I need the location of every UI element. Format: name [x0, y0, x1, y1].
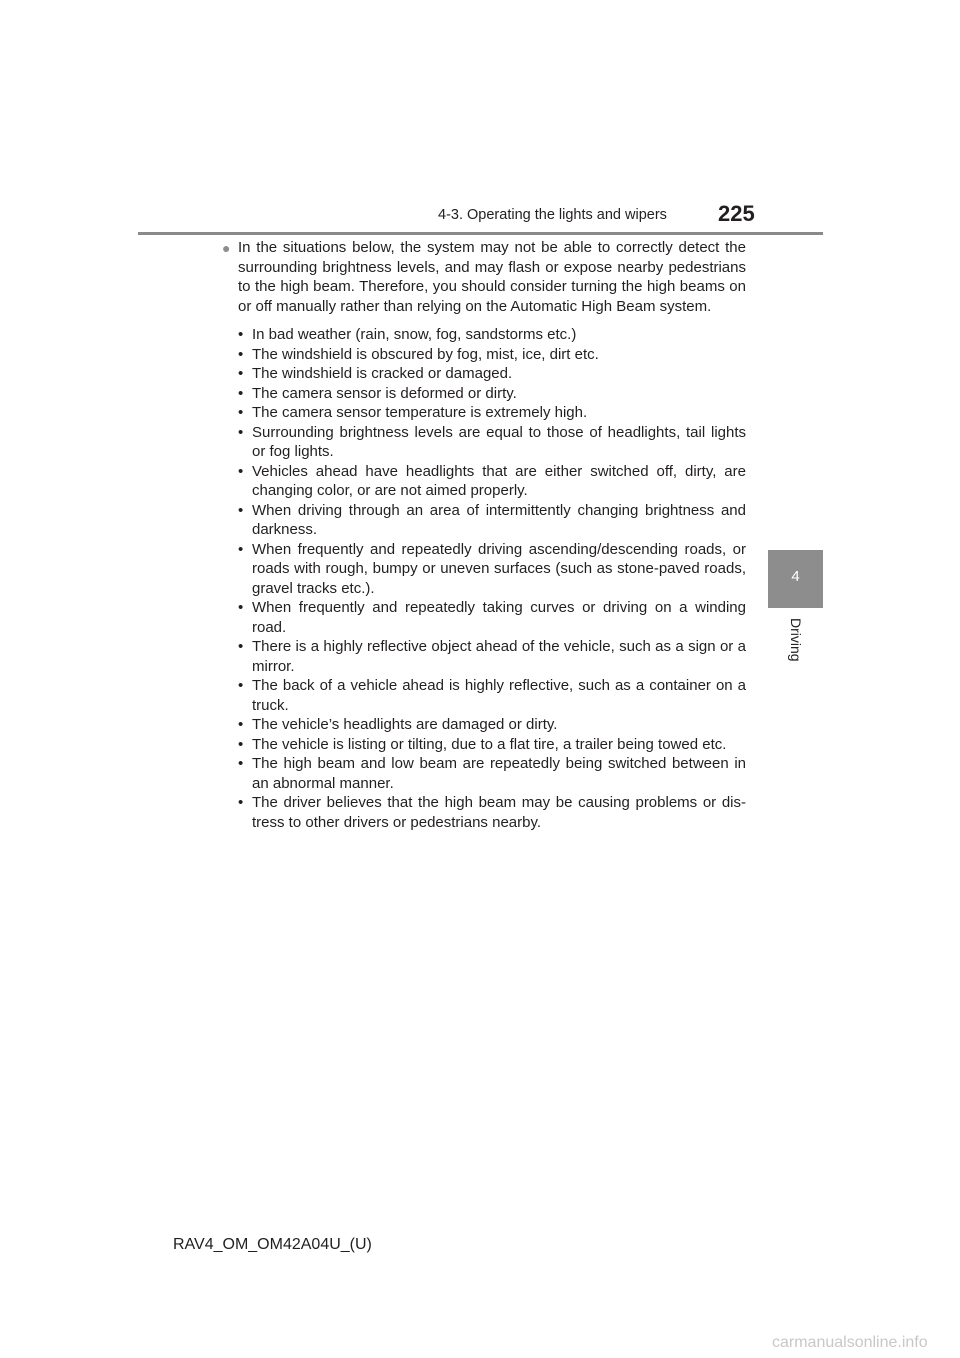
- bullet-icon: •: [238, 716, 244, 733]
- bullet-icon: •: [238, 599, 244, 616]
- list-item: [238, 637, 746, 676]
- bullet-icon: •: [238, 540, 244, 558]
- list-item: [238, 384, 746, 404]
- list-item: [238, 540, 746, 599]
- list-item-text: The camera sensor temperature is extremely high.: [252, 404, 588, 421]
- bullet-icon: •: [238, 638, 244, 655]
- watermark: carmanualsonline.info: [772, 1334, 928, 1351]
- list-item-text: The windshield is cracked or damaged.: [252, 365, 513, 382]
- list-item-text: The driver believes that the high beam may be causing problems or dis-tress to other drivers or pedestrians nearby.: [252, 794, 746, 831]
- list-item: [238, 345, 746, 365]
- list-item-text: When frequently and repeatedly driving ascending/descending roads, or roads with rough, bumpy or uneven surfaces (such as stone-paved roads, gravel tracks etc.).: [252, 540, 746, 597]
- chapter-label: Driving: [788, 618, 804, 662]
- list-item-text: The vehicle’s headlights are damaged or dirty.: [252, 716, 558, 733]
- bullet-icon: •: [238, 384, 244, 402]
- list-item: [238, 364, 746, 384]
- page-number: 225: [718, 201, 755, 226]
- chapter-tab: [768, 550, 823, 608]
- page-content: [222, 238, 746, 832]
- bullet-icon: •: [238, 345, 244, 363]
- list-item-text: When driving through an area of intermittently changing brightness and darkness.: [252, 501, 746, 538]
- conditions-list: [222, 325, 746, 832]
- bullet-icon: •: [238, 735, 244, 753]
- list-item: [238, 423, 746, 462]
- bullet-icon: •: [238, 462, 244, 480]
- list-item-text: Vehicles ahead have headlights that are either switched off, dirty, are changing color, or are not aimed properly.: [252, 462, 746, 499]
- document-id: RAV4_OM_OM42A04U_(U): [173, 1236, 372, 1253]
- list-item: [238, 715, 746, 735]
- list-item-text: When frequently and repeatedly taking curves or driving on a winding road.: [252, 599, 746, 636]
- intro-text: In the situations below, the system may not be able to correctly detect the surrounding brightness levels, and may flash or expose nearby pedestrians to the high beam. Therefore, you should consider turning the high beams on or off manually rather than relying on the Automatic High Beam system.: [238, 239, 746, 315]
- list-item-text: The vehicle is listing or tilting, due to a flat tire, a trailer being towed etc.: [252, 735, 727, 753]
- bullet-icon: •: [238, 794, 244, 811]
- list-item: [238, 501, 746, 540]
- circle-bullet-icon: ●: [222, 240, 231, 256]
- list-item-text: There is a highly reflective object ahead of the vehicle, such as a sign or a mirror.: [252, 638, 746, 675]
- bullet-icon: •: [238, 365, 244, 382]
- list-item: [238, 676, 746, 715]
- intro-paragraph: [222, 238, 746, 316]
- bullet-icon: •: [238, 755, 244, 772]
- section-title: 4-3. Operating the lights and wipers: [438, 207, 667, 223]
- list-item: [238, 462, 746, 501]
- list-item-text: In bad weather (rain, snow, fog, sandstorms etc.): [252, 326, 577, 343]
- bullet-icon: •: [238, 404, 244, 421]
- bullet-icon: •: [238, 423, 244, 441]
- list-item: [238, 325, 746, 345]
- list-item-text: Surrounding brightness levels are equal to those of headlights, tail lights or fog lights.: [252, 423, 746, 460]
- list-item: [238, 403, 746, 423]
- list-item-text: The high beam and low beam are repeatedly being switched between in an abnormal manner.: [252, 755, 746, 792]
- list-item: [238, 793, 746, 832]
- list-item: [238, 754, 746, 793]
- list-item-text: The windshield is obscured by fog, mist, ice, dirt etc.: [252, 345, 599, 363]
- bullet-icon: •: [238, 677, 244, 694]
- list-item: [238, 735, 746, 755]
- chapter-number: 4: [791, 568, 800, 585]
- bullet-icon: •: [238, 501, 244, 519]
- list-item-text: The camera sensor is deformed or dirty.: [252, 384, 517, 402]
- header-divider: [138, 232, 823, 235]
- list-item-text: The back of a vehicle ahead is highly reflective, such as a container on a truck.: [252, 677, 746, 714]
- bullet-icon: •: [238, 326, 244, 343]
- list-item: [238, 598, 746, 637]
